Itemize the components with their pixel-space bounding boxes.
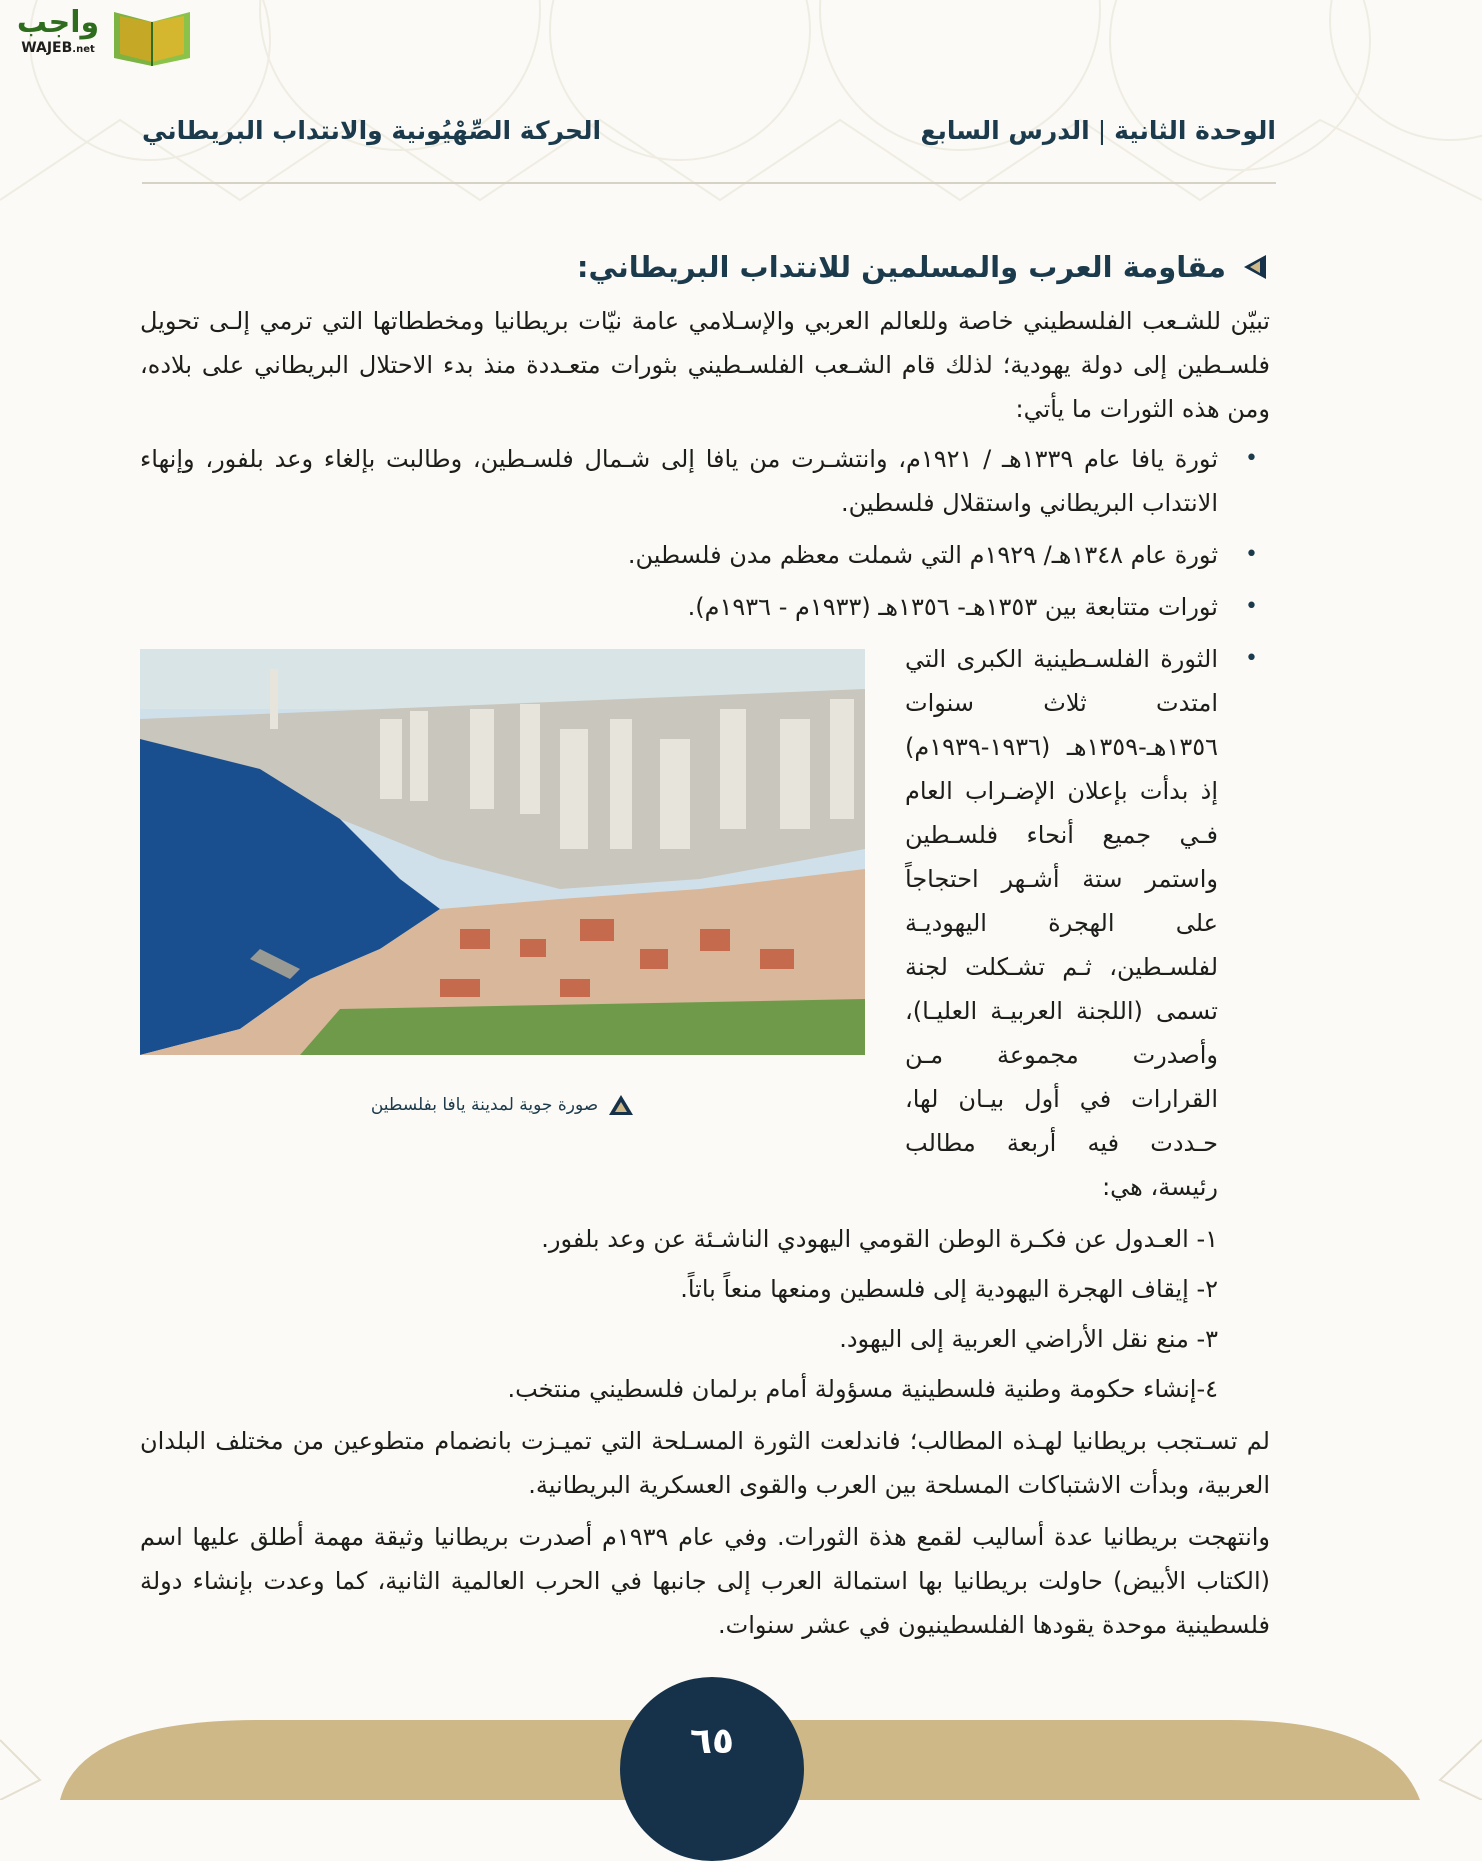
main-content <box>140 245 1270 1647</box>
intro-paragraph: تبيّن للشـعب الفلسطيني خاصة وللعالم العربي والإسـلامي عامة نيّات بريطانيا ومخططاتها التي ترمي إلـى تحويل فلسـطين إلى دولة يهودية؛ لذلك قام الشـعب الفلسـطيني بثورات متعـددة منذ بدء الاحتلال البريطاني على بلاده، ومن هذه الثورات ما يأتي: <box>140 307 1270 423</box>
section-heading <box>140 245 1270 289</box>
logo-latin-name: WAJEB <box>21 40 73 56</box>
unit-title: الوحدة الثانية <box>1114 116 1276 145</box>
demand-item: ٢- إيقاف الهجرة اليهودية إلى فلسطين ومنعها منعاً باتاً. <box>680 1275 1218 1303</box>
logo-text <box>10 6 106 58</box>
demands-list-continued <box>140 1267 1270 1411</box>
book-icon <box>108 8 196 68</box>
demands-list <box>140 1217 1270 1261</box>
list-item: • ثورة يافا عام ١٣٣٩هـ / ١٩٢١م، وانتشـرت من يافا إلى شـمال فلسـطين، وطالبت بإلغاء وعد بلفور، وإنهاء الانتداب البريطاني واستقلال فلسطين. <box>140 437 1270 525</box>
list-item-great-revolution <box>140 637 1270 1209</box>
logo-tld: .net <box>72 44 95 55</box>
photo-caption <box>140 1083 865 1127</box>
caption-text: • صورة جوية لمدينة يافا بفلسطين <box>370 1095 599 1115</box>
caption-triangle-icon <box>608 1094 634 1116</box>
revolutions-list <box>140 437 1270 1209</box>
header-divider <box>142 182 1276 184</box>
triangle-bullet-icon <box>1240 252 1270 282</box>
paragraph-britain-response: لم تسـتجب بريطانيا لهـذه المطالب؛ فاندلعت الثورة المسـلحة التي تميـزت بانضمام متطوعين من مختلف البلدان العربية، وبدأت الاشتباكات المسلحة بين العرب والقوى العسكرية البريطانية. <box>140 1427 1270 1499</box>
page-number: ٦٥ <box>620 1677 804 1861</box>
unit-lesson-label <box>920 116 1276 145</box>
list-item: • ثورات متتابعة بين ١٣٥٣هـ- ١٣٥٦هـ (١٩٣٣م - ١٩٣٦م). <box>140 585 1270 629</box>
lesson-title: الدرس السابع <box>920 116 1090 145</box>
header-separator: | <box>1097 116 1107 145</box>
demand-item: ٣- منع نقل الأراضي العربية إلى اليهود. <box>839 1325 1218 1353</box>
logo-latin <box>10 40 106 58</box>
wajeb-logo[interactable] <box>10 6 190 68</box>
list-item: • ثورة عام ١٣٤٨هـ/ ١٩٢٩م التي شملت معظم مدن فلسطين. <box>140 533 1270 577</box>
jaffa-aerial-photo <box>140 649 865 1055</box>
demand-item: ١- العـدول عن فكـرة الوطن القومي اليهودي الناشـئة عن وعد بلفور. <box>541 1225 1218 1253</box>
page-header <box>142 110 1276 160</box>
logo-arabic: واجب <box>16 5 100 40</box>
great-revolution-text: الثورة الفلسـطينية الكبرى التي امتدت ثلاث سنوات ١٣٥٦هـ-١٣٥٩هـ (١٩٣٦-١٩٣٩م) إذ بدأت بإعلان الإضـراب العام فـي جميع أنحاء فلسـطين واستمر ستة أشـهر احتجاجاً على الهجرة اليهوديـة لفلسـطين، ثـم تشـكلت لجنة تسمى (اللجنة العربيـة العليـا)، وأصدرت مجموعة مـن القرارات في أول بيـان لها، حـددت فيه أربعة مطالب رئيسة، هي: <box>905 645 1218 1201</box>
paragraph-white-paper: وانتهجت بريطانيا عدة أساليب لقمع هذة الثورات. وفي عام ١٩٣٩م أصدرت بريطانيا وثيقة مهمة أطلق عليها اسم (الكتاب الأبيض) حاولت بريطانيا بها استمالة العرب إلى جانبها في الحرب العالمية الثانية، كما وعدت بإنشاء دولة فلسطينية موحدة يقودها الفلسطينيون في عشر سنوات. <box>140 1523 1271 1639</box>
topic-title: الحركة الصِّهْيُونية والانتداب البريطاني <box>142 116 602 145</box>
demand-item: ٤-إنشاء حكومة وطنية فلسطينية مسؤولة أمام برلمان فلسطيني منتخب. <box>507 1375 1218 1403</box>
section-title: مقاومة العرب والمسلمين للانتداب البريطاني: <box>576 250 1226 284</box>
jaffa-figure <box>140 649 865 1127</box>
